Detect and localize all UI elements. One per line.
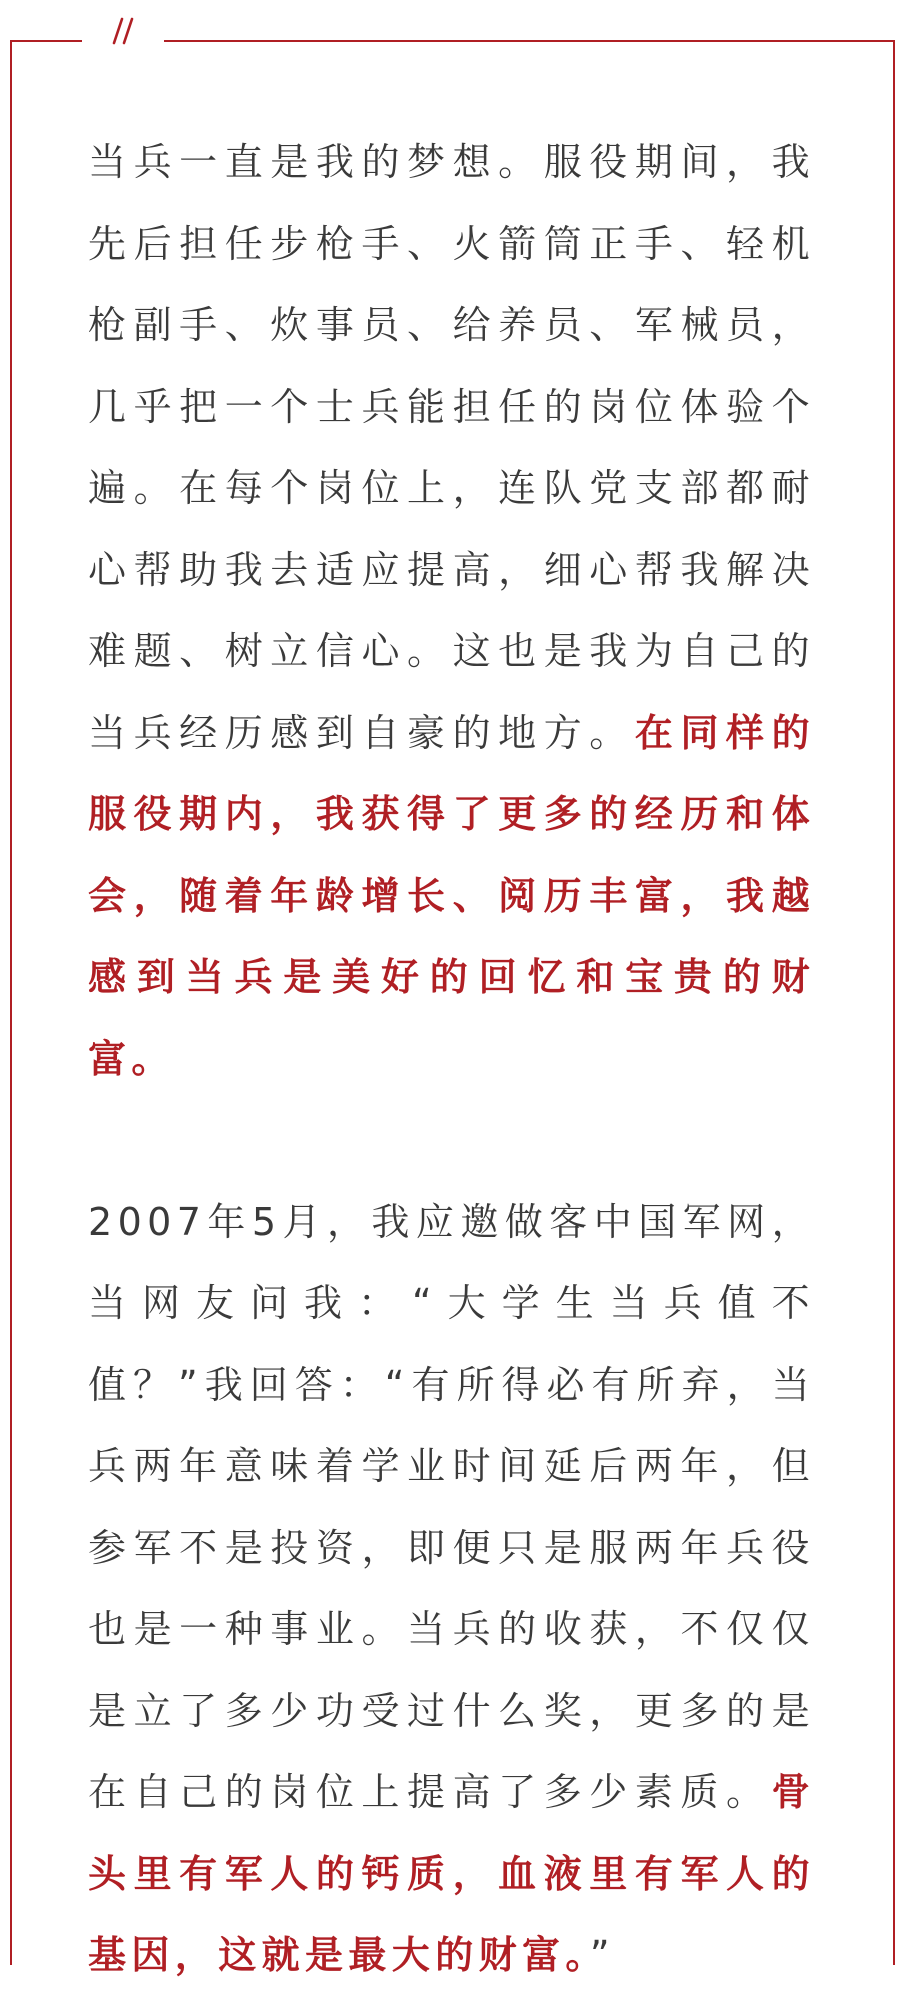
- article-body: [88, 122, 815, 1997]
- paragraph-interview-answer: [88, 1182, 815, 1997]
- paragraph-military-dream: [88, 122, 815, 1100]
- paragraph-text: 当兵一直是我的梦想。服役期间，我先后担任步枪手、火箭筒正手、轻机枪副手、炊事员、给养员、军械员，几乎把一个士兵能担任的岗位体验个遍。在每个岗位上，连队党支部都耐心帮助我去适应提高，细心帮我解决难题、树立信心。这也是我为自己的当兵经历感到自豪的地方。: [88, 140, 815, 755]
- frame-top-border-left: [10, 40, 82, 42]
- emphasis-text: 在同样的服役期内，我获得了更多的经历和体会，随着年龄增长、阅历丰富，我越感到当兵是美好的回忆和宝贵的财富。: [88, 710, 815, 1081]
- frame-top-border-right: [164, 40, 895, 42]
- frame-right-border: [893, 40, 895, 1965]
- emphasis-text: 骨头里有军人的钙质，血液里有军人的基因，这就是最大的财富。: [88, 1770, 815, 1977]
- paragraph-tail: ”: [589, 1933, 615, 1977]
- paragraph-text: 2007年5月，我应邀做客中国军网，当网友问我：“大学生当兵值不值？”我回答：“有所得必有所弃，当兵两年意味着学业时间延后两年，但参军不是投资，即便只是服两年兵役也是一种事业。当兵的收获，不仅仅是立了多少功受过什么奖，更多的是在自己的岗位上提高了多少素质。: [88, 1199, 815, 1814]
- frame-left-border: [10, 40, 12, 1965]
- double-slash-icon: [100, 10, 146, 50]
